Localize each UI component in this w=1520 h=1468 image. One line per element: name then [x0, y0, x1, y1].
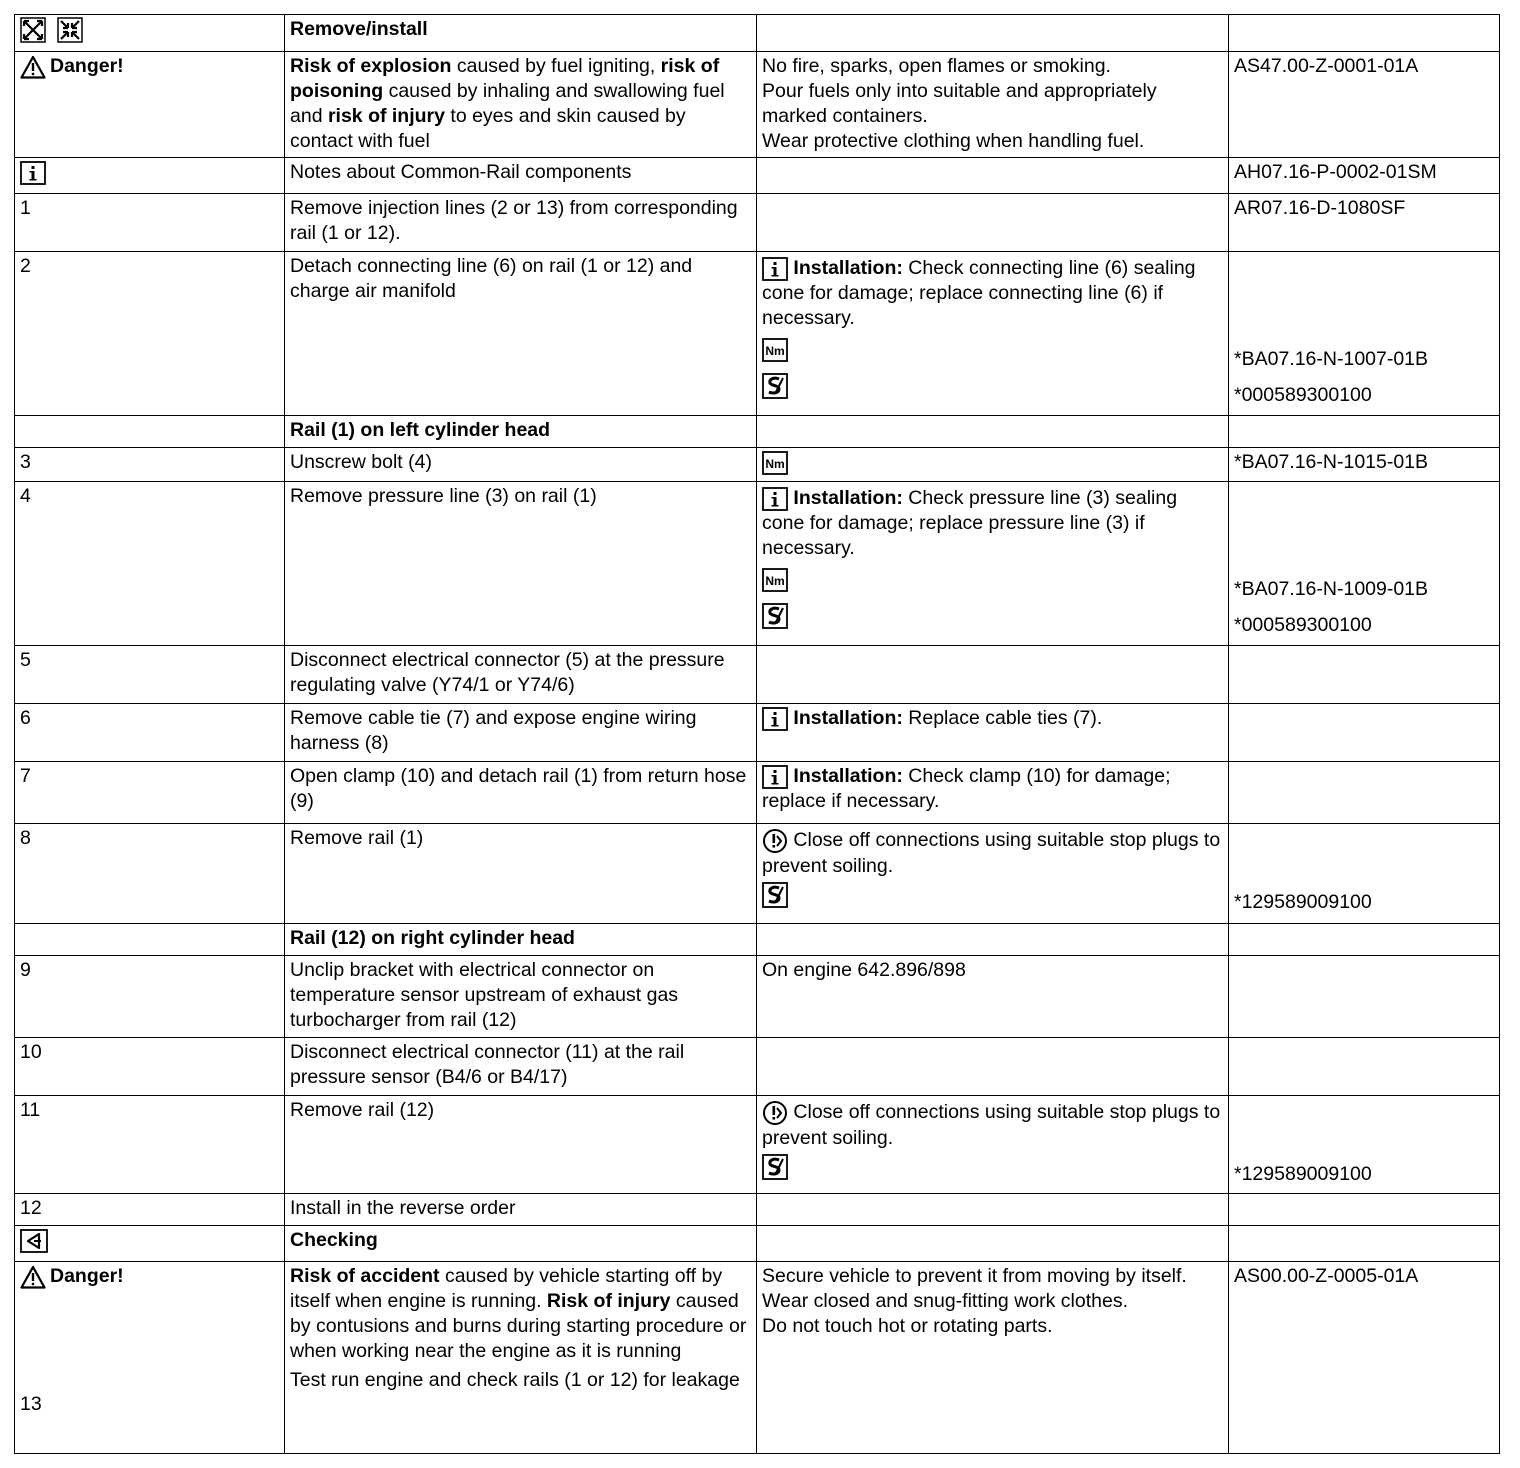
step-text: Open clamp (10) and detach rail (1) from return hose (9) — [290, 765, 747, 812]
danger-cell — [15, 52, 285, 158]
installation-label: Installation: — [793, 707, 903, 729]
torque-ref[interactable]: *BA07.16-N-1007-01B — [1234, 348, 1429, 370]
measure: Pour fuels only into suitable and appropriately marked containers. — [762, 80, 1157, 127]
remove-icon — [20, 17, 46, 43]
info-icon — [762, 765, 788, 789]
risk-term: Risk of explosion — [290, 55, 452, 77]
info-text: Notes about Common-Rail components — [290, 161, 632, 183]
danger-label: Danger! — [50, 55, 124, 78]
step-text: Remove rail (1) — [290, 827, 424, 849]
section-title: Rail (12) on right cylinder head — [290, 927, 575, 949]
step-text: Test run engine and check rails (1 or 12) for leakage — [290, 1369, 740, 1391]
row-danger-accident — [15, 1262, 1500, 1454]
row-remove-install — [15, 15, 1500, 52]
warning-triangle-icon — [20, 1265, 46, 1289]
step-number: 1 — [20, 197, 31, 219]
row-section-left — [15, 416, 1500, 448]
document-ref[interactable]: AH07.16-P-0002-01SM — [1234, 161, 1437, 183]
danger-text — [285, 52, 757, 158]
document-ref[interactable]: AS47.00-Z-0001-01A — [1234, 55, 1419, 77]
step-text: Remove injection lines (2 or 13) from corresponding rail (1 or 12). — [290, 197, 738, 244]
step-number: 7 — [20, 765, 31, 787]
risk-term: Risk of accident — [290, 1265, 440, 1287]
row-checking — [15, 1226, 1500, 1262]
step-number: 2 — [20, 255, 31, 277]
risk-text: caused by contusions and burns during starting procedure or when working near the engine as it is running — [290, 1290, 747, 1362]
step-row — [15, 646, 1500, 704]
step-number: 4 — [20, 485, 31, 507]
info-icon — [762, 707, 788, 731]
note-text: Close off connections using suitable stop plugs to prevent soiling. — [762, 829, 1221, 877]
installation-label: Installation: — [793, 765, 903, 787]
section-title: Rail (1) on left cylinder head — [290, 419, 551, 441]
step-text: Install in the reverse order — [290, 1197, 516, 1219]
step-number: 11 — [20, 1099, 41, 1121]
tool-ref[interactable]: *129589009100 — [1234, 891, 1372, 913]
measure: Wear closed and snug-fitting work clothes. — [762, 1290, 1128, 1312]
danger-measures — [757, 52, 1229, 158]
step-number: 10 — [20, 1041, 42, 1063]
note-icon — [762, 1100, 788, 1126]
section-title: Remove/install — [290, 18, 428, 40]
check-icon — [20, 1229, 48, 1253]
step-row — [15, 252, 1500, 416]
risk-term: risk of injury — [327, 105, 445, 127]
info-icon — [762, 487, 788, 511]
step-text: Detach connecting line (6) on rail (1 or 12) and charge air manifold — [290, 255, 693, 302]
special-tool-icon — [762, 373, 788, 399]
installation-label: Installation: — [793, 257, 903, 279]
torque-ref[interactable]: *BA07.16-N-1015-01B — [1234, 451, 1429, 473]
special-tool-icon — [762, 1154, 788, 1180]
torque-nm-icon — [762, 338, 788, 362]
risk-text: caused by inhaling and swallowing fuel and — [290, 80, 725, 127]
procedure-table — [14, 14, 1500, 1454]
step-row — [15, 956, 1500, 1038]
step-text: Unscrew bolt (4) — [290, 451, 432, 473]
note-text: On engine 642.896/898 — [762, 959, 966, 981]
step-text: Remove pressure line (3) on rail (1) — [290, 485, 597, 507]
danger-label: Danger! — [50, 1265, 124, 1288]
measure: No fire, sparks, open flames or smoking. — [762, 55, 1111, 77]
step-row — [15, 448, 1500, 482]
step-number: 5 — [20, 649, 31, 671]
installation-text: Replace cable ties (7). — [902, 707, 1103, 729]
installation-text: Check connecting line (6) sealing cone for damage; replace connecting line (6) if necessary. — [762, 257, 1196, 329]
step-row — [15, 704, 1500, 762]
install-icon — [57, 17, 83, 43]
step-number: 12 — [20, 1197, 42, 1219]
risk-text: caused by vehicle starting off by itself when engine is running. — [290, 1265, 723, 1312]
special-tool-icon — [762, 603, 788, 629]
risk-text: to eyes and skin caused by contact with fuel — [290, 105, 686, 152]
risk-text: caused by fuel igniting, — [451, 55, 661, 77]
warning-triangle-icon — [20, 55, 46, 79]
note-icon — [762, 828, 788, 854]
step-number: 3 — [20, 451, 31, 473]
row-danger-fuel — [15, 52, 1500, 158]
document-ref[interactable]: AR07.16-D-1080SF — [1234, 197, 1406, 219]
measure: Do not touch hot or rotating parts. — [762, 1315, 1053, 1337]
section-title: Checking — [290, 1229, 378, 1251]
tool-ref[interactable]: *129589009100 — [1234, 1163, 1372, 1185]
step-row — [15, 1194, 1500, 1226]
step-row — [15, 482, 1500, 646]
note-text: Close off connections using suitable stop plugs to prevent soiling. — [762, 1101, 1221, 1149]
step-text: Remove cable tie (7) and expose engine wiring harness (8) — [290, 707, 697, 754]
step-row — [15, 824, 1500, 924]
measure: Wear protective clothing when handling fuel. — [762, 130, 1145, 152]
step-row — [15, 762, 1500, 824]
row-section-right — [15, 924, 1500, 956]
step-row — [15, 1038, 1500, 1096]
tool-ref[interactable]: *000589300100 — [1234, 614, 1372, 636]
torque-nm-icon — [762, 451, 788, 475]
step-row — [15, 194, 1500, 252]
info-icon — [20, 161, 46, 185]
step-text: Disconnect electrical connector (11) at the rail pressure sensor (B4/6 or B4/17) — [290, 1041, 685, 1088]
special-tool-icon — [762, 882, 788, 908]
installation-label: Installation: — [793, 487, 903, 509]
svg-text:Nm: Nm — [765, 456, 785, 471]
installation-text: Check pressure line (3) sealing cone for damage; replace pressure line (3) if necessary. — [762, 487, 1178, 559]
document-ref[interactable]: AS00.00-Z-0005-01A — [1234, 1265, 1419, 1287]
measure: Secure vehicle to prevent it from moving by itself. — [762, 1265, 1187, 1287]
step-number: 6 — [20, 707, 31, 729]
step-number: 13 — [20, 1393, 42, 1416]
step-row — [15, 1096, 1500, 1194]
installation-text: Check clamp (10) for damage; replace if necessary. — [762, 765, 1171, 812]
torque-ref[interactable]: *BA07.16-N-1009-01B — [1234, 578, 1429, 600]
risk-term: Risk of injury — [546, 1290, 671, 1312]
info-icon — [762, 257, 788, 281]
danger-text — [290, 1264, 751, 1364]
row-info — [15, 158, 1500, 194]
risk-term: risk of poisoning — [290, 55, 720, 102]
torque-nm-icon — [762, 568, 788, 592]
step-number: 8 — [20, 827, 31, 849]
svg-text:Nm: Nm — [765, 573, 785, 588]
step-text: Unclip bracket with electrical connector on temperature sensor upstream of exhaust gas turbocharger from rail (12) — [290, 959, 679, 1031]
svg-text:Nm: Nm — [765, 343, 785, 358]
step-number: 9 — [20, 959, 31, 981]
tool-ref[interactable]: *000589300100 — [1234, 384, 1372, 406]
remove-install-icons — [15, 15, 285, 52]
step-text: Disconnect electrical connector (5) at the pressure regulating valve (Y74/1 or Y74/6) — [290, 649, 725, 696]
step-text: Remove rail (12) — [290, 1099, 435, 1121]
